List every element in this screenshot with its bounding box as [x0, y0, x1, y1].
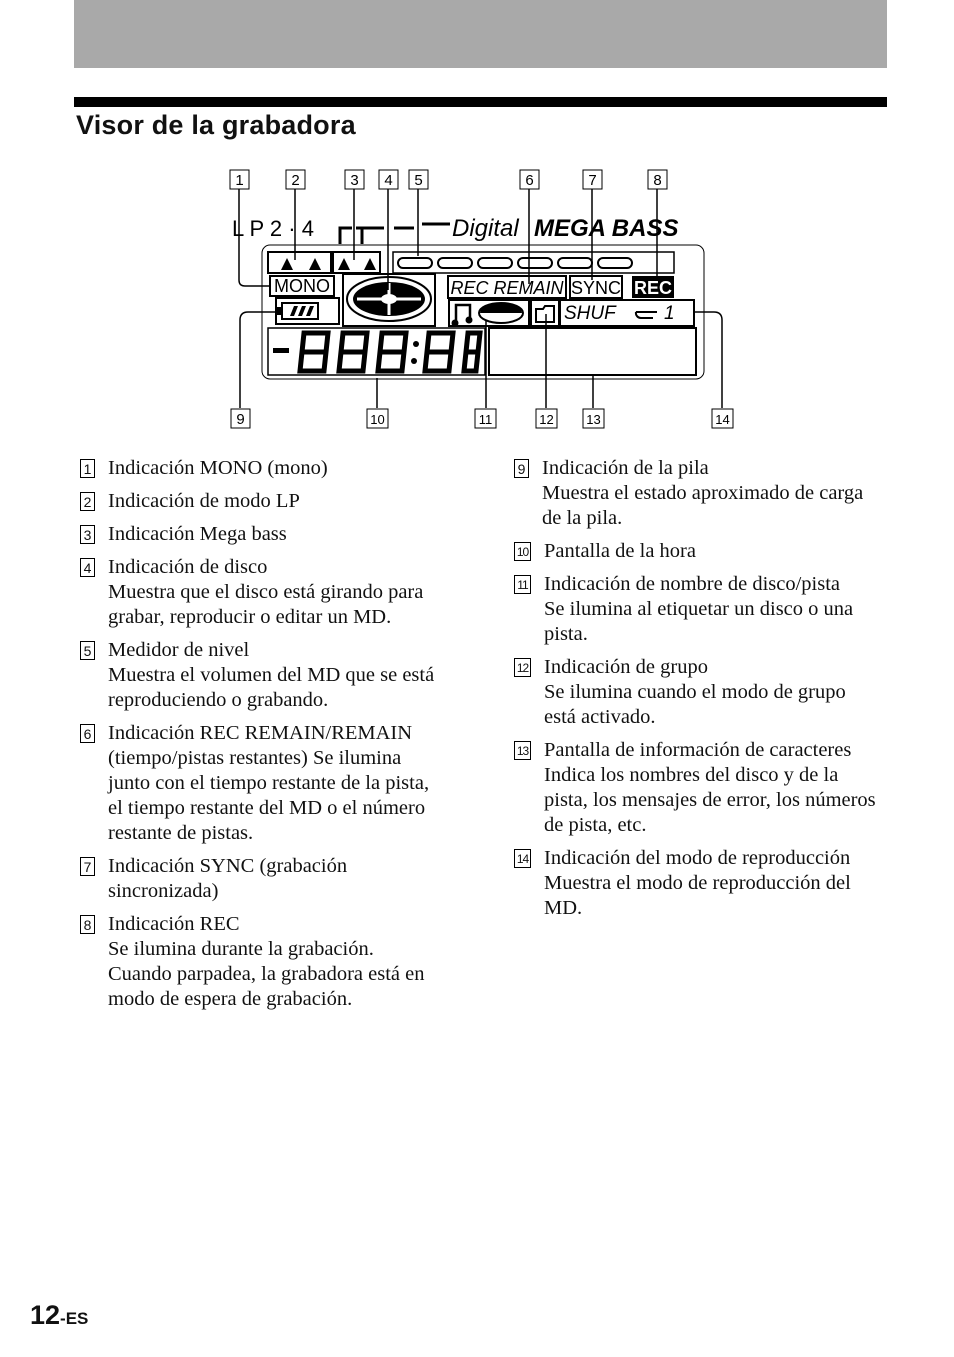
legend-item-description: MD.	[544, 897, 583, 919]
legend-item-description: pista.	[544, 623, 588, 645]
legend-item	[80, 522, 460, 547]
svg-text:3: 3	[350, 172, 359, 189]
legend-item-number: 1	[80, 459, 95, 478]
legend-item-title: Indicación REC REMAIN/REMAIN	[108, 722, 413, 744]
legend-item-title: Medidor de nivel	[108, 639, 250, 661]
svg-text:9: 9	[236, 411, 245, 428]
legend-item-title: Indicación de la pila	[542, 457, 709, 479]
shuf-label: SHUF	[564, 303, 616, 324]
svg-text:5: 5	[414, 172, 423, 189]
svg-text:14: 14	[715, 412, 730, 427]
legend-item-number: 7	[80, 857, 95, 876]
legend-item-text	[542, 456, 863, 531]
legend-item-text	[108, 912, 424, 1012]
legend-item-text	[544, 539, 696, 564]
page-number: 12-ES	[30, 1300, 89, 1330]
callout-10	[367, 409, 388, 428]
legend-item-text	[108, 489, 300, 514]
rec-label: REC	[633, 278, 673, 298]
repeat-number: 1	[664, 303, 675, 324]
legend-item-text	[108, 638, 434, 713]
legend-item-number: 10	[514, 542, 531, 561]
legend-item-description: Muestra que el disco está girando para	[108, 581, 424, 603]
legend-item	[514, 572, 894, 647]
svg-text:12: 12	[539, 412, 554, 427]
legend-item	[80, 854, 460, 904]
legend-item-text	[108, 522, 287, 547]
legend-item	[514, 539, 894, 564]
legend-item	[514, 738, 894, 838]
legend-item-description: reproduciendo o grabando.	[108, 689, 329, 711]
legend-item-number: 2	[80, 492, 95, 511]
legend-item-number: 12	[514, 658, 531, 677]
disc-indicator	[343, 274, 435, 326]
group-icon	[531, 300, 559, 326]
callout-12	[536, 409, 557, 428]
svg-text:2: 2	[291, 172, 300, 189]
legend-item-description: Se ilumina durante la grabación.	[108, 938, 374, 960]
legend-item-number: 6	[80, 724, 95, 743]
legend-item-text	[108, 854, 347, 904]
legend-item-title: Indicación de nombre de disco/pista	[544, 573, 841, 595]
legend-item-title: Pantalla de la hora	[544, 540, 696, 562]
svg-text:1: 1	[235, 172, 244, 189]
legend-item-description: sincronizada)	[108, 880, 219, 902]
legend-item-text	[544, 738, 876, 838]
lcd-diagram	[0, 160, 954, 440]
legend-item-description: Muestra el estado aproximado de carga	[542, 482, 864, 504]
legend-item	[80, 489, 460, 514]
rec-remain-label: REC REMAIN	[450, 278, 564, 298]
legend-item	[80, 555, 460, 630]
svg-text:13: 13	[586, 412, 601, 427]
legend-item	[80, 912, 460, 1012]
legend-item-text	[544, 655, 846, 730]
svg-text:10: 10	[370, 412, 385, 427]
callout-6	[520, 170, 539, 189]
page-title: Visor de la grabadora	[76, 110, 356, 140]
callout-4	[379, 170, 398, 189]
legend-item-title: Indicación de disco	[108, 556, 268, 578]
legend-item-text	[544, 572, 853, 647]
legend-item-number: 11	[514, 575, 531, 594]
legend-item-title: Pantalla de información de caracteres	[544, 739, 852, 761]
legend-item	[514, 655, 894, 730]
legend-item-description: restante de pistas.	[108, 822, 254, 844]
legend-item-description: Muestra el volumen del MD que se está	[108, 664, 435, 686]
svg-text:6: 6	[525, 172, 534, 189]
callout-7	[583, 170, 602, 189]
legend-item-title: Indicación del modo de reproducción	[544, 847, 851, 869]
svg-text:8: 8	[653, 172, 662, 189]
level-meter	[393, 252, 674, 273]
legend-item-text	[108, 555, 423, 630]
legend-item-number: 4	[80, 558, 95, 577]
battery-icon	[276, 298, 339, 324]
legend-item-description: modo de espera de grabación.	[108, 988, 353, 1010]
legend-item-title: Indicación Mega bass	[108, 523, 287, 545]
legend-right-column	[514, 456, 894, 929]
disc-name-icon	[449, 300, 529, 327]
legend-item-description: de la pila.	[542, 507, 623, 529]
svg-text:11: 11	[478, 412, 493, 427]
legend-item-number: 8	[80, 915, 95, 934]
callout-9	[231, 409, 250, 428]
callout-13	[583, 409, 604, 428]
char-info-display	[489, 328, 696, 375]
legend-item-description: está activado.	[544, 706, 656, 728]
title-rule	[74, 97, 887, 107]
legend-item-title: Indicación REC	[108, 913, 240, 935]
callout-11	[475, 409, 496, 428]
lp-label: L P 2 · 4	[232, 216, 314, 241]
legend-item	[80, 638, 460, 713]
legend-item-description: Se ilumina al etiquetar un disco o una	[544, 598, 854, 620]
repeat-icon	[636, 312, 657, 318]
legend-item-text	[544, 846, 851, 921]
legend-item-description: de pista, etc.	[544, 814, 647, 836]
svg-text:7: 7	[588, 172, 597, 189]
legend-item-description: Cuando parpadea, la grabadora está en	[108, 963, 425, 985]
legend-item-description: Indica los nombres del disco y de la	[544, 764, 839, 786]
time-display	[268, 328, 485, 375]
legend-item-number: 5	[80, 641, 95, 660]
legend-item-number: 13	[514, 741, 531, 760]
svg-text:4: 4	[384, 172, 393, 189]
legend-item	[514, 456, 894, 531]
sync-label: SYNC	[570, 278, 622, 298]
callout-3	[345, 170, 364, 189]
legend-item-text	[108, 456, 328, 481]
legend-item-title: Indicación de modo LP	[108, 490, 300, 512]
legend-item-description: (tiempo/pistas restantes) Se ilumina	[108, 747, 402, 769]
legend-item-title: Indicación MONO (mono)	[108, 457, 328, 479]
legend-item-number: 9	[514, 459, 529, 478]
legend-item-description: junto con el tiempo restante de la pista,	[108, 772, 430, 794]
legend-item-number: 3	[80, 525, 95, 544]
legend-item-number: 14	[514, 849, 531, 868]
mega-bass-label: MEGA BASS	[534, 215, 679, 242]
header-bar	[74, 0, 887, 68]
callout-8	[648, 170, 667, 189]
legend-item-text	[108, 721, 429, 846]
callout-1	[230, 170, 249, 189]
digital-label: Digital	[452, 215, 519, 242]
callout-5	[409, 170, 428, 189]
legend-item	[80, 456, 460, 481]
callout-14	[712, 409, 733, 428]
legend-item	[514, 846, 894, 921]
legend-left-column	[80, 456, 460, 1020]
legend-item-description: pista, los mensajes de error, los números	[544, 789, 876, 811]
legend-item-title: Indicación SYNC (grabación	[108, 855, 348, 877]
legend-item-description: grabar, reproducir o editar un MD.	[108, 606, 392, 628]
callout-2	[286, 170, 305, 189]
legend-item-description: Muestra el modo de reproducción del	[544, 872, 851, 894]
legend-item-description: Se ilumina cuando el modo de grupo	[544, 681, 846, 703]
mono-label: MONO	[274, 276, 330, 296]
legend-item	[80, 721, 460, 846]
legend-item-description: el tiempo restante del MD o el número	[108, 797, 426, 819]
legend-item-title: Indicación de grupo	[544, 656, 708, 678]
